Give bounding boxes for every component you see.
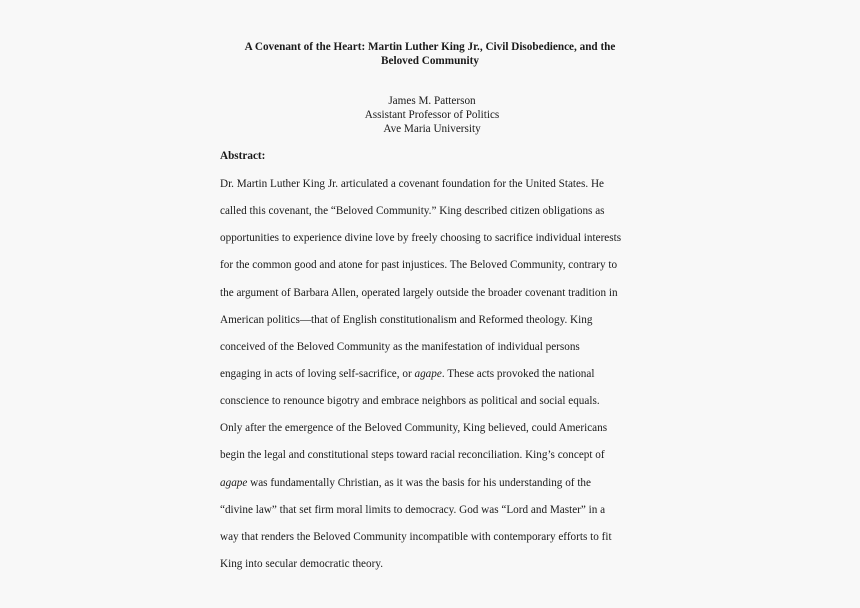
abstract-text: conscience to renounce bigotry and embrace neighbors as political and social equals. bbox=[220, 395, 600, 408]
title-line-1: A Covenant of the Heart: Martin Luther King Jr., Civil Disobedience, and the bbox=[244, 41, 616, 53]
title-line-2: Beloved Community bbox=[381, 55, 479, 67]
abstract-text: . These acts provoked the national bbox=[441, 367, 595, 380]
abstract-line bbox=[220, 367, 660, 394]
abstract-text: American politics—that of English constitutionalism and Reformed theology. King bbox=[220, 313, 593, 326]
author-affiliation: Ave Maria University bbox=[383, 123, 481, 135]
abstract-text: the argument of Barbara Allen, operated largely outside the broader covenant tradition in bbox=[220, 286, 618, 299]
abstract-text: Only after the emergence of the Beloved Community, King believed, could Americans bbox=[220, 422, 608, 435]
abstract-line bbox=[220, 204, 660, 231]
abstract-line bbox=[220, 340, 660, 367]
abstract-text: opportunities to experience divine love by freely choosing to sacrifice individual interests bbox=[220, 232, 622, 245]
abstract-text: was fundamentally Christian, as it was the basis for his understanding of the bbox=[247, 476, 591, 489]
abstract-text: “divine law” that set firm moral limits to democracy. God was “Lord and Master” in a bbox=[220, 503, 606, 516]
abstract-line bbox=[220, 258, 660, 285]
abstract-heading: Abstract: bbox=[220, 150, 266, 162]
abstract-text: for the common good and atone for past injustices. The Beloved Community, contrary to bbox=[220, 259, 618, 272]
abstract-italic-term: agape bbox=[414, 367, 442, 380]
abstract-line bbox=[220, 557, 660, 584]
abstract-text: way that renders the Beloved Community incompatible with contemporary efforts to fit bbox=[220, 530, 612, 543]
abstract-line bbox=[220, 503, 660, 530]
abstract-text: engaging in acts of loving self-sacrifice, or bbox=[220, 367, 415, 380]
abstract-line bbox=[220, 448, 660, 475]
abstract-text: begin the legal and constitutional steps toward racial reconciliation. King’s concept of bbox=[220, 449, 605, 462]
abstract-line bbox=[220, 421, 660, 448]
abstract-line bbox=[220, 231, 660, 258]
abstract-line bbox=[220, 476, 660, 503]
paper-title bbox=[220, 40, 640, 68]
abstract-body bbox=[220, 177, 660, 584]
abstract-line bbox=[220, 530, 660, 557]
abstract-text: King into secular democratic theory. bbox=[220, 557, 383, 570]
abstract-italic-term: agape bbox=[220, 476, 248, 489]
abstract-text: called this covenant, the “Beloved Community.” King described citizen obligations as bbox=[220, 205, 605, 218]
abstract-line bbox=[220, 394, 660, 421]
author-name: James M. Patterson bbox=[388, 95, 476, 107]
author-position: Assistant Professor of Politics bbox=[364, 109, 500, 121]
abstract-text: conceived of the Beloved Community as the manifestation of individual persons bbox=[220, 340, 580, 353]
abstract-text: Dr. Martin Luther King Jr. articulated a covenant foundation for the United States. He bbox=[220, 178, 604, 190]
abstract-line bbox=[220, 177, 660, 204]
abstract-line bbox=[220, 313, 660, 340]
abstract-line bbox=[220, 286, 660, 313]
author-block bbox=[220, 94, 644, 136]
